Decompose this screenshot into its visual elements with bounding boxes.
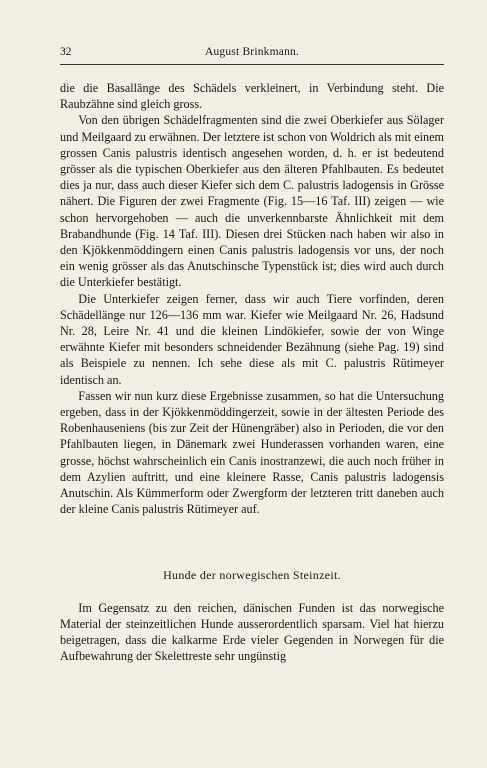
section-heading: Hunde der norwegischen Steinzeit.	[163, 568, 341, 583]
paragraph: Von den übrigen Schädelfragmenten sind die zwei Oberkiefer aus Sölager und Meilgaard zu erwähnen. Der letztere ist schon von Woldrich als mit einem grossen Canis palustris identisch angesehen worden, d. h. er ist bedeutend grösser als die typischen Oberkiefer aus den älteren Pfahlbauten. Es bedeutet dies ja nur, dass auch dieser Kiefer sich dem C. palustris ladogensis in Grösse nähert. Die Figuren der zwei Fragmente (Fig. 15—16 Taf. III) zeigen — wie schon hervorgehoben — auch die unverkennbarste Ähnlichkeit mit dem Brabandhunde (Fig. 14 Taf. III). Diesen drei Stücken nach haben wir also in den Kjökkenmöddingern einen Canis palustris ladogensis vor uns, der noch ein wenig grösser als das Anutschinsche Typenstück ist; dies wird auch durch die Unterkiefer bestätigt.	[60, 113, 444, 290]
paragraph: Im Gegensatz zu den reichen, dänischen Funden ist das norwegische Material der steinzeitlichen Hunde ausserordentlich sparsam. Viel hat hierzu beigetragen, dass die kalkarme Erde vieler Gegenden in Norwegen für die Aufbewahrung der Skelettreste sehr ungünstig	[60, 600, 444, 664]
paragraph: Fassen wir nun kurz diese Ergebnisse zusammen, so hat die Untersuchung ergeben, dass in der Kjökkenmöddingerzeit, sowie in der ältesten Periode des Robenhauseniens (bis zur Zeit der Hünengräber) also in Perioden, die vor den Pfahlbauten liegen, in Dänemark zwei Hunderassen vorhanden waren, eine grosse, höchst wahrscheinlich ein Canis inostranzewi, die auch noch früher in dem Azylien auftritt, und eine kleinere Rasse, Canis palustris ladogensis Anutschin. Als Kümmerform oder Zwergform der letzteren tritt daneben auch der kleine Canis palustris Rütimeyer auf.	[60, 388, 444, 517]
paragraph: Die Unterkiefer zeigen ferner, dass wir auch Tiere vorfinden, deren Schädellänge nur 126—136 mm war. Kiefer wie Meilgaard Nr. 26, Hadsund Nr. 28, Leire Nr. 41 und die kleinen Lindökiefer, sowie der von Winge erwähnte Kiefer mit besonders schneidender Bezähnung (siehe Pag. 19) sind als Beispiele zu nennen. Ich sehe diese als mit C. palustris Rütimeyer identisch an.	[60, 291, 444, 387]
page-number: 32	[60, 46, 72, 58]
header-rule	[60, 64, 444, 65]
paragraph: die die Basallänge des Schädels verkleinert, in Verbindung steht. Die Raubzähne sind gleich gross.	[60, 81, 444, 112]
page-header	[60, 46, 444, 62]
running-title: August Brinkmann.	[204, 46, 300, 58]
body-text	[60, 80, 444, 665]
